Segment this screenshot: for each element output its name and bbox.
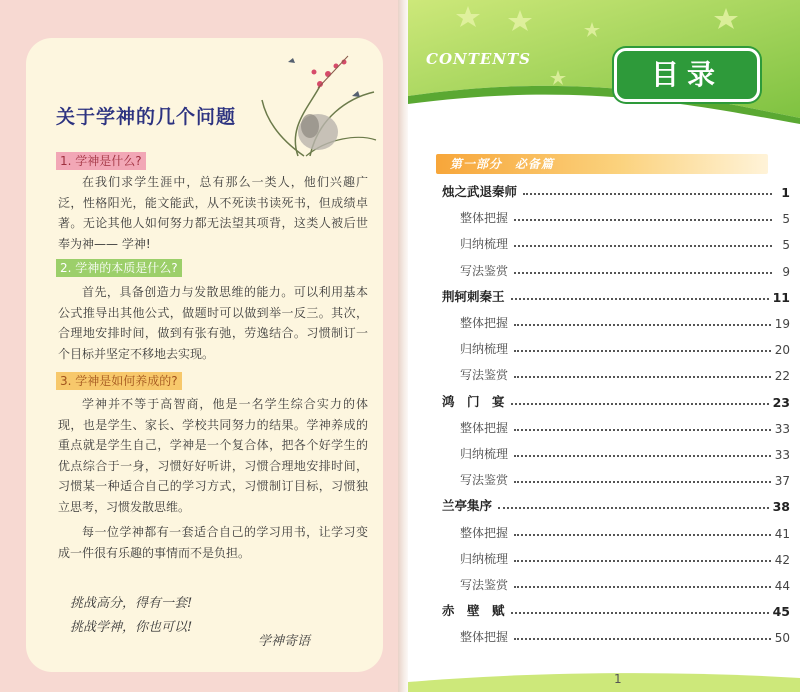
toc-leader-dots	[514, 481, 771, 483]
toc-chapter-entry	[442, 390, 790, 410]
question-heading-1: 1. 学神是什么?	[56, 152, 146, 170]
handwritten-line-1: 挑战高分，得有一套!	[70, 596, 193, 611]
toc-sub-entry	[460, 259, 790, 279]
toc-entry-page: 5	[782, 238, 790, 253]
toc-entry-page: 20	[774, 343, 790, 358]
toc-entry-page: 38	[772, 499, 790, 515]
toc-sub-entry	[460, 206, 790, 226]
toc-leader-dots	[514, 638, 771, 640]
toc-leader-dots	[514, 429, 771, 431]
toc-entry-page: 45	[772, 604, 790, 620]
toc-leader-dots	[514, 586, 771, 588]
paragraph-3: 学神并不等于高智商，他是一名学生综合实力的体现，也是学生、家长、学校共同努力的结果。学神养成的重点就是学生自己，学神是一个复合体，把各个好学生的优点综合于一身，习惯好好听讲，习惯合理地安排时间，习惯某一种适合自己的学习方式，习惯制订目标，习惯独立思考，习惯发散思维。	[58, 397, 368, 514]
toc-sub-entry	[460, 625, 790, 645]
toc-entry-page: 42	[774, 552, 790, 567]
bottom-wave	[408, 656, 800, 692]
toc-entry-title: 整体把握	[460, 316, 509, 330]
toc-entry-page: 9	[782, 264, 790, 279]
toc-chapter-entry	[442, 494, 790, 514]
toc-entry-title: 整体把握	[460, 525, 509, 540]
toc-entry-page: 37	[774, 474, 790, 489]
toc-leader-dots	[514, 350, 771, 352]
toc-entry-title: 整体把握	[460, 630, 509, 645]
toc-leader-dots	[514, 455, 771, 457]
toc-entry-page: 19	[774, 317, 790, 331]
toc-leader-dots	[514, 560, 771, 562]
page-number: 1	[614, 672, 622, 686]
toc-sub-entry	[460, 521, 790, 541]
toc-entry-title: 整体把握	[460, 211, 509, 226]
toc-entry-title: 归纳梳理	[460, 551, 509, 566]
right-page	[408, 0, 800, 692]
paragraph-1: 在我们求学生涯中，总有那么一类人，他们兴趣广泛，性格阳光，能文能武，从不死读书读死书，但成绩卓著。无论其他人如何努力都无法望其项背，这类人被后世奉为神—— 学神!	[58, 175, 368, 251]
toc-entry-title: 写法鉴赏	[460, 368, 509, 383]
toc-entry-title: 归纳梳理	[460, 237, 509, 252]
section-label: 第一部分 必备篇	[450, 157, 555, 171]
toc-sub-entry	[460, 232, 790, 252]
toc-chapter-entry	[442, 180, 790, 200]
toc-entry-page: 44	[774, 579, 790, 593]
toc-entry-title: 归纳梳理	[460, 447, 509, 461]
toc-sub-entry	[460, 416, 790, 436]
toc-leader-dots	[514, 324, 771, 326]
toc-chapter-entry	[442, 285, 790, 305]
section-bar	[436, 154, 768, 174]
toc-sub-entry	[460, 311, 790, 331]
toc-entry-page: 33	[774, 421, 790, 436]
toc-entry-title: 写法鉴赏	[460, 578, 509, 592]
toc-entry-page: 41	[774, 526, 790, 541]
toc-leader-dots	[511, 612, 769, 614]
toc-leader-dots	[514, 245, 772, 247]
toc-heading: 目录	[614, 48, 760, 102]
toc-sub-entry	[460, 363, 790, 383]
toc-entry-title: 兰亭集序	[442, 498, 493, 514]
toc-sub-entry	[460, 573, 790, 593]
toc-sub-entry	[460, 547, 790, 567]
toc-entry-title: 赤 壁 赋	[442, 603, 505, 619]
toc-leader-dots	[511, 298, 769, 300]
toc-entry-title: 鸿 门 宴	[442, 393, 505, 409]
toc-entry-title: 整体把握	[460, 420, 509, 435]
toc-entry-page: 33	[774, 448, 790, 462]
toc-entry-page: 23	[772, 394, 790, 410]
toc-entry-page: 11	[772, 289, 790, 305]
toc-sub-entry	[460, 468, 790, 488]
toc-leader-dots	[498, 507, 769, 509]
toc-leader-dots	[511, 403, 769, 405]
toc-entry-page: 1	[781, 185, 790, 200]
toc-chapter-entry	[442, 599, 790, 619]
contents-label: CONTENTS	[426, 50, 532, 68]
toc-entry-page: 5	[782, 212, 790, 227]
question-heading-3: 3. 学神是如何养成的?	[56, 372, 182, 390]
toc-entry-title: 写法鉴赏	[460, 263, 509, 278]
signature: 学神寄语	[258, 634, 311, 649]
toc-leader-dots	[523, 193, 772, 195]
paragraph-4: 每一位学神都有一套适合自己的学习用书，让学习变成一件很有乐趣的事情而不是负担。	[58, 525, 368, 560]
preface-title: 关于学神的几个问题	[56, 106, 237, 128]
toc-leader-dots	[514, 376, 771, 378]
toc-leader-dots	[514, 534, 771, 536]
toc-entry-title: 烛之武退秦师	[442, 184, 518, 199]
toc-sub-entry	[460, 442, 790, 462]
handwritten-line-2: 挑战学神，你也可以!	[70, 620, 193, 635]
toc-sub-entry	[460, 337, 790, 357]
toc-entry-page: 22	[774, 369, 790, 384]
toc-entry-page: 50	[774, 631, 790, 646]
paragraph-2: 首先，具备创造力与发散思维的能力。可以利用基本公式推导出其他公式，做题时可以做到举一反三。其次，合理地安排时间，做到有张有弛，劳逸结合。习惯制订一个目标并坚定不移地去实现。	[58, 285, 368, 361]
orchid-illustration	[258, 48, 378, 158]
toc-entry-title: 写法鉴赏	[460, 473, 509, 488]
toc-leader-dots	[514, 219, 772, 221]
toc-entry-title: 荆轲刺秦王	[442, 288, 505, 304]
question-heading-2: 2. 学神的本质是什么?	[56, 259, 182, 277]
toc-leader-dots	[514, 272, 772, 274]
toc-entry-title: 归纳梳理	[460, 342, 509, 357]
